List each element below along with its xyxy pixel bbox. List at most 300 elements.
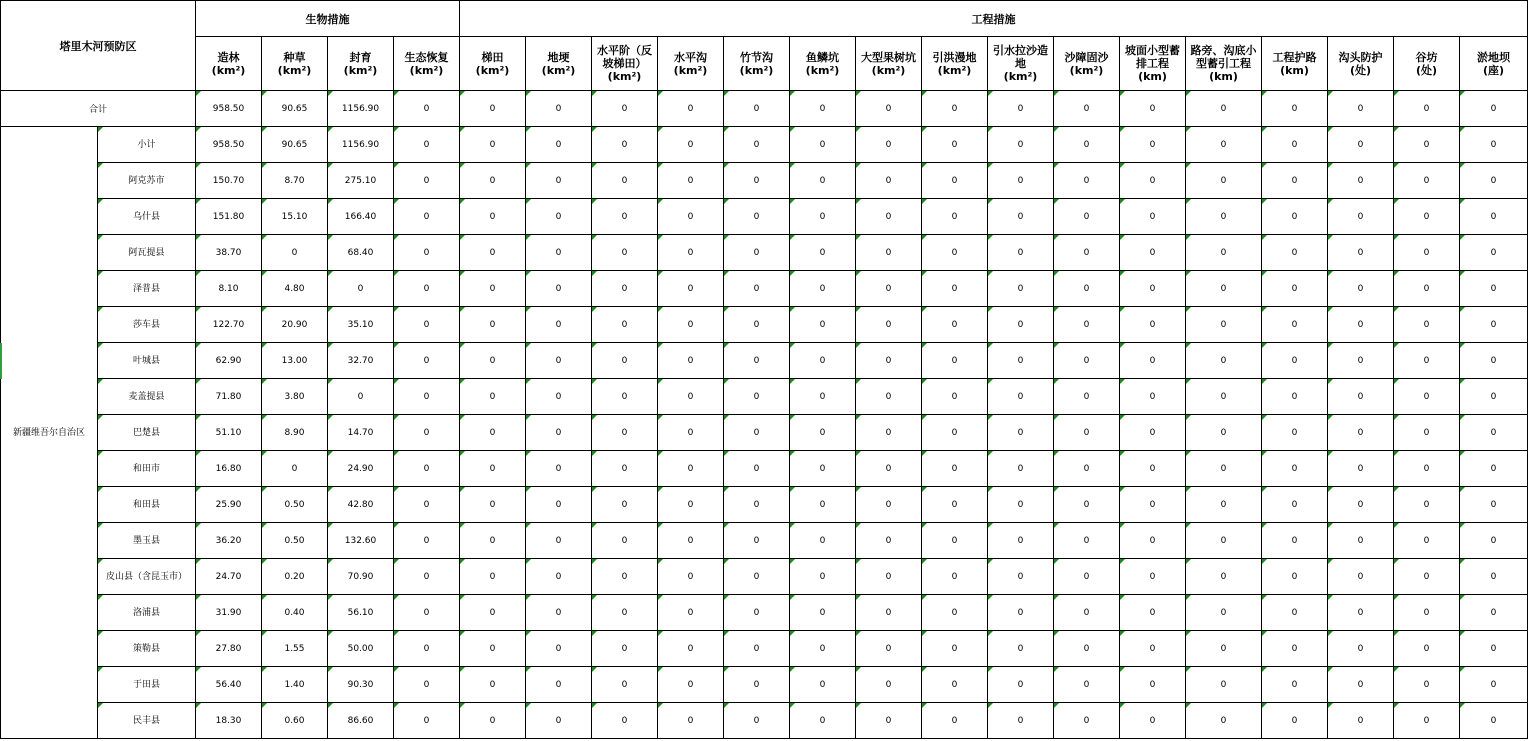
table-cell[interactable]: 0 (460, 307, 526, 343)
table-cell[interactable]: 0 (922, 271, 988, 307)
table-cell[interactable]: 0 (1460, 91, 1528, 127)
table-cell[interactable]: 0 (1120, 127, 1186, 163)
row-label[interactable]: 和田县 (98, 487, 196, 523)
table-cell[interactable]: 0 (988, 667, 1054, 703)
table-cell[interactable]: 0 (526, 199, 592, 235)
table-cell[interactable]: 0 (526, 667, 592, 703)
table-cell[interactable]: 27.80 (196, 631, 262, 667)
table-cell[interactable]: 0 (1054, 127, 1120, 163)
table-cell[interactable]: 0 (526, 559, 592, 595)
table-cell[interactable]: 0 (1262, 343, 1328, 379)
table-cell[interactable]: 0 (1262, 307, 1328, 343)
table-cell[interactable]: 3.80 (262, 379, 328, 415)
table-cell[interactable]: 0 (1460, 667, 1528, 703)
table-cell[interactable]: 0 (1460, 307, 1528, 343)
row-label[interactable]: 泽普县 (98, 271, 196, 307)
table-cell[interactable]: 0 (922, 667, 988, 703)
table-cell[interactable]: 0 (724, 235, 790, 271)
table-cell[interactable]: 0 (1054, 307, 1120, 343)
table-cell[interactable]: 0 (1120, 487, 1186, 523)
table-cell[interactable]: 0 (658, 631, 724, 667)
table-cell[interactable]: 0 (1394, 559, 1460, 595)
table-cell[interactable]: 0 (592, 595, 658, 631)
table-cell[interactable]: 0 (658, 667, 724, 703)
table-cell[interactable]: 0 (988, 631, 1054, 667)
table-cell[interactable]: 0 (1328, 379, 1394, 415)
table-cell[interactable]: 0 (262, 235, 328, 271)
table-cell[interactable]: 0 (1120, 271, 1186, 307)
table-cell[interactable]: 0 (592, 667, 658, 703)
table-cell[interactable]: 0 (1460, 127, 1528, 163)
table-cell[interactable]: 0 (460, 595, 526, 631)
column-header[interactable] (988, 37, 1054, 91)
table-cell[interactable]: 0 (394, 163, 460, 199)
table-cell[interactable]: 0 (394, 307, 460, 343)
column-header[interactable] (526, 37, 592, 91)
table-cell[interactable]: 0 (1262, 271, 1328, 307)
table-cell[interactable]: 0 (1460, 235, 1528, 271)
table-cell[interactable]: 0 (1328, 91, 1394, 127)
column-header[interactable] (658, 37, 724, 91)
table-cell[interactable]: 0 (1394, 163, 1460, 199)
table-cell[interactable]: 0 (658, 703, 724, 739)
table-cell[interactable]: 1.55 (262, 631, 328, 667)
table-cell[interactable]: 0 (658, 199, 724, 235)
table-cell[interactable]: 0 (658, 235, 724, 271)
table-cell[interactable]: 0 (856, 595, 922, 631)
row-label[interactable]: 于田县 (98, 667, 196, 703)
table-cell[interactable]: 0 (460, 559, 526, 595)
table-cell[interactable]: 51.10 (196, 415, 262, 451)
table-cell[interactable]: 0 (1054, 199, 1120, 235)
table-cell[interactable]: 150.70 (196, 163, 262, 199)
table-cell[interactable]: 0 (988, 559, 1054, 595)
table-cell[interactable]: 0 (460, 487, 526, 523)
table-cell[interactable]: 35.10 (328, 307, 394, 343)
column-header[interactable] (856, 37, 922, 91)
table-cell[interactable]: 0 (1186, 595, 1262, 631)
table-cell[interactable]: 0 (922, 415, 988, 451)
table-cell[interactable]: 0 (790, 523, 856, 559)
table-cell[interactable]: 0 (790, 307, 856, 343)
row-label[interactable]: 洛浦县 (98, 595, 196, 631)
column-header[interactable] (790, 37, 856, 91)
table-cell[interactable]: 0 (1394, 703, 1460, 739)
table-cell[interactable]: 0 (1186, 271, 1262, 307)
table-cell[interactable]: 0 (1262, 199, 1328, 235)
table-cell[interactable]: 0.20 (262, 559, 328, 595)
table-cell[interactable]: 0 (592, 451, 658, 487)
row-label[interactable]: 叶城县 (98, 343, 196, 379)
table-cell[interactable]: 0 (1054, 667, 1120, 703)
table-cell[interactable]: 0 (460, 667, 526, 703)
table-cell[interactable]: 0 (724, 667, 790, 703)
table-cell[interactable]: 0 (262, 451, 328, 487)
table-cell[interactable]: 0 (790, 487, 856, 523)
table-cell[interactable]: 0 (1120, 631, 1186, 667)
table-cell[interactable]: 0 (1120, 595, 1186, 631)
table-cell[interactable]: 0 (1054, 703, 1120, 739)
table-cell[interactable]: 0 (1186, 703, 1262, 739)
table-cell[interactable]: 0 (988, 235, 1054, 271)
table-cell[interactable]: 4.80 (262, 271, 328, 307)
table-cell[interactable]: 0 (394, 343, 460, 379)
table-cell[interactable]: 0 (790, 559, 856, 595)
table-cell[interactable]: 0 (790, 667, 856, 703)
table-cell[interactable]: 14.70 (328, 415, 394, 451)
table-cell[interactable]: 0 (790, 703, 856, 739)
table-cell[interactable]: 0 (592, 343, 658, 379)
table-cell[interactable]: 0 (1262, 451, 1328, 487)
table-cell[interactable]: 0 (1120, 703, 1186, 739)
table-cell[interactable]: 50.00 (328, 631, 394, 667)
table-cell[interactable]: 0 (1054, 163, 1120, 199)
table-cell[interactable]: 13.00 (262, 343, 328, 379)
table-cell[interactable]: 0 (526, 631, 592, 667)
table-cell[interactable]: 275.10 (328, 163, 394, 199)
table-cell[interactable]: 68.40 (328, 235, 394, 271)
table-cell[interactable]: 0 (790, 379, 856, 415)
table-cell[interactable]: 0 (856, 559, 922, 595)
table-cell[interactable]: 0 (592, 199, 658, 235)
table-cell[interactable]: 71.80 (196, 379, 262, 415)
table-cell[interactable]: 0 (1262, 163, 1328, 199)
table-cell[interactable]: 0 (394, 451, 460, 487)
table-cell[interactable]: 0 (1120, 667, 1186, 703)
table-cell[interactable]: 0 (856, 667, 922, 703)
table-cell[interactable]: 0 (394, 703, 460, 739)
table-cell[interactable]: 0 (592, 379, 658, 415)
table-cell[interactable]: 18.30 (196, 703, 262, 739)
table-cell[interactable]: 0 (1328, 451, 1394, 487)
table-cell[interactable]: 0 (724, 559, 790, 595)
table-cell[interactable]: 0 (988, 523, 1054, 559)
table-cell[interactable]: 0 (1394, 595, 1460, 631)
table-cell[interactable]: 0 (922, 559, 988, 595)
table-cell[interactable]: 0 (1186, 163, 1262, 199)
table-cell[interactable]: 0 (1460, 487, 1528, 523)
table-cell[interactable]: 0 (592, 235, 658, 271)
table-cell[interactable]: 15.10 (262, 199, 328, 235)
table-cell[interactable]: 0 (922, 199, 988, 235)
table-cell[interactable]: 0 (1262, 559, 1328, 595)
table-cell[interactable]: 0 (1328, 415, 1394, 451)
table-cell[interactable]: 0 (658, 163, 724, 199)
table-cell[interactable]: 0 (1054, 451, 1120, 487)
table-cell[interactable]: 0 (856, 631, 922, 667)
table-cell[interactable]: 0 (856, 415, 922, 451)
column-header[interactable] (1054, 37, 1120, 91)
table-cell[interactable]: 0 (658, 595, 724, 631)
row-label[interactable]: 皮山县（含昆玉市） (98, 559, 196, 595)
table-cell[interactable]: 0 (658, 307, 724, 343)
column-header[interactable] (724, 37, 790, 91)
group-header-bio[interactable]: 生物措施 (196, 1, 460, 37)
table-cell[interactable]: 42.80 (328, 487, 394, 523)
table-cell[interactable]: 0 (394, 127, 460, 163)
table-cell[interactable]: 0 (856, 199, 922, 235)
table-cell[interactable]: 0 (394, 199, 460, 235)
table-cell[interactable]: 0 (724, 307, 790, 343)
table-cell[interactable]: 0 (1460, 199, 1528, 235)
table-cell[interactable]: 0 (1460, 595, 1528, 631)
table-cell[interactable]: 0 (790, 163, 856, 199)
table-cell[interactable]: 0 (658, 523, 724, 559)
table-cell[interactable]: 56.10 (328, 595, 394, 631)
table-cell[interactable]: 0 (1394, 271, 1460, 307)
table-cell[interactable]: 0 (1054, 523, 1120, 559)
table-cell[interactable]: 0 (1120, 343, 1186, 379)
table-cell[interactable]: 0 (394, 523, 460, 559)
group-header-eng[interactable]: 工程措施 (460, 1, 1528, 37)
column-header[interactable] (1328, 37, 1394, 91)
table-cell[interactable]: 0 (988, 271, 1054, 307)
table-cell[interactable]: 20.90 (262, 307, 328, 343)
table-cell[interactable]: 0 (724, 163, 790, 199)
column-header[interactable] (1120, 37, 1186, 91)
table-cell[interactable]: 0 (592, 703, 658, 739)
column-header[interactable] (1262, 37, 1328, 91)
table-cell[interactable]: 0 (1328, 595, 1394, 631)
table-cell[interactable]: 0 (592, 523, 658, 559)
table-cell[interactable]: 0 (526, 91, 592, 127)
table-cell[interactable]: 0 (1120, 199, 1186, 235)
table-cell[interactable]: 56.40 (196, 667, 262, 703)
table-cell[interactable]: 90.30 (328, 667, 394, 703)
table-cell[interactable]: 0 (856, 523, 922, 559)
table-cell[interactable]: 0 (1186, 487, 1262, 523)
table-cell[interactable]: 0 (790, 127, 856, 163)
table-cell[interactable]: 0 (394, 667, 460, 703)
table-cell[interactable]: 0 (790, 235, 856, 271)
table-cell[interactable]: 0 (1262, 127, 1328, 163)
table-cell[interactable]: 0 (1186, 631, 1262, 667)
column-header[interactable] (328, 37, 394, 91)
table-cell[interactable]: 0 (790, 199, 856, 235)
table-cell[interactable]: 0 (724, 91, 790, 127)
table-cell[interactable]: 0 (394, 91, 460, 127)
table-cell[interactable]: 0 (1054, 379, 1120, 415)
table-cell[interactable]: 31.90 (196, 595, 262, 631)
table-cell[interactable]: 0 (592, 91, 658, 127)
table-cell[interactable]: 8.90 (262, 415, 328, 451)
table-cell[interactable]: 0 (460, 163, 526, 199)
table-cell[interactable]: 0 (526, 271, 592, 307)
table-cell[interactable]: 0 (1186, 343, 1262, 379)
table-cell[interactable]: 122.70 (196, 307, 262, 343)
table-cell[interactable]: 0 (856, 307, 922, 343)
table-cell[interactable]: 0 (1054, 415, 1120, 451)
table-cell[interactable]: 0 (460, 343, 526, 379)
table-cell[interactable]: 36.20 (196, 523, 262, 559)
table-cell[interactable]: 0 (856, 487, 922, 523)
table-cell[interactable]: 0 (394, 271, 460, 307)
table-cell[interactable]: 0 (1262, 415, 1328, 451)
table-cell[interactable]: 0 (1394, 235, 1460, 271)
table-cell[interactable]: 0 (1054, 271, 1120, 307)
row-label[interactable]: 巴楚县 (98, 415, 196, 451)
table-cell[interactable]: 0 (1460, 703, 1528, 739)
column-header[interactable] (196, 37, 262, 91)
column-header[interactable] (922, 37, 988, 91)
table-cell[interactable]: 0 (394, 379, 460, 415)
table-cell[interactable]: 0 (988, 451, 1054, 487)
table-cell[interactable]: 0 (1054, 595, 1120, 631)
table-cell[interactable]: 0 (922, 307, 988, 343)
table-cell[interactable]: 0.50 (262, 523, 328, 559)
table-cell[interactable]: 0 (592, 271, 658, 307)
table-cell[interactable]: 0 (1186, 523, 1262, 559)
table-cell[interactable]: 0 (1460, 631, 1528, 667)
table-cell[interactable]: 0 (790, 595, 856, 631)
table-cell[interactable]: 0 (1120, 307, 1186, 343)
column-header[interactable] (1460, 37, 1528, 91)
table-cell[interactable]: 0 (658, 379, 724, 415)
table-cell[interactable]: 70.90 (328, 559, 394, 595)
table-cell[interactable]: 38.70 (196, 235, 262, 271)
table-cell[interactable]: 0 (1394, 199, 1460, 235)
table-cell[interactable]: 0 (1120, 379, 1186, 415)
table-cell[interactable]: 0 (1394, 307, 1460, 343)
table-cell[interactable]: 0 (1328, 235, 1394, 271)
table-cell[interactable]: 0 (1262, 235, 1328, 271)
table-cell[interactable]: 0 (1186, 127, 1262, 163)
table-cell[interactable]: 1156.90 (328, 91, 394, 127)
table-cell[interactable]: 0 (790, 415, 856, 451)
table-cell[interactable]: 25.90 (196, 487, 262, 523)
table-cell[interactable]: 0 (460, 379, 526, 415)
table-cell[interactable]: 0 (658, 91, 724, 127)
table-cell[interactable]: 0 (658, 415, 724, 451)
table-cell[interactable]: 0 (1328, 559, 1394, 595)
table-cell[interactable]: 0 (856, 703, 922, 739)
table-cell[interactable]: 0 (922, 379, 988, 415)
table-cell[interactable]: 0 (988, 343, 1054, 379)
table-cell[interactable]: 0 (1394, 487, 1460, 523)
table-cell[interactable]: 0 (1054, 487, 1120, 523)
table-cell[interactable]: 0 (526, 307, 592, 343)
table-cell[interactable]: 0 (394, 235, 460, 271)
table-cell[interactable]: 0 (922, 487, 988, 523)
table-cell[interactable]: 0 (988, 199, 1054, 235)
table-cell[interactable]: 0 (460, 703, 526, 739)
row-label[interactable]: 民丰县 (98, 703, 196, 739)
table-cell[interactable]: 0 (1262, 595, 1328, 631)
table-cell[interactable]: 0 (1186, 559, 1262, 595)
table-cell[interactable]: 0 (856, 343, 922, 379)
table-cell[interactable]: 0 (922, 451, 988, 487)
table-cell[interactable]: 0 (526, 595, 592, 631)
table-cell[interactable]: 0 (988, 595, 1054, 631)
table-cell[interactable]: 958.50 (196, 127, 262, 163)
table-cell[interactable]: 0 (460, 631, 526, 667)
table-cell[interactable]: 0 (658, 127, 724, 163)
table-cell[interactable]: 0 (658, 271, 724, 307)
table-cell[interactable]: 0 (1328, 631, 1394, 667)
table-cell[interactable]: 0 (1186, 199, 1262, 235)
table-cell[interactable]: 0 (1328, 199, 1394, 235)
table-cell[interactable]: 0 (1262, 631, 1328, 667)
table-cell[interactable]: 0 (988, 487, 1054, 523)
table-cell[interactable]: 0 (592, 163, 658, 199)
table-cell[interactable]: 0 (724, 199, 790, 235)
table-cell[interactable]: 0 (526, 415, 592, 451)
table-cell[interactable]: 0 (1186, 451, 1262, 487)
table-cell[interactable]: 0 (460, 451, 526, 487)
table-cell[interactable]: 0 (526, 487, 592, 523)
table-cell[interactable]: 8.10 (196, 271, 262, 307)
table-cell[interactable]: 0 (328, 271, 394, 307)
table-cell[interactable]: 24.70 (196, 559, 262, 595)
table-cell[interactable]: 0 (922, 631, 988, 667)
table-cell[interactable]: 0 (988, 703, 1054, 739)
table-cell[interactable]: 0 (856, 235, 922, 271)
table-cell[interactable]: 0 (526, 235, 592, 271)
table-cell[interactable]: 0 (922, 703, 988, 739)
table-cell[interactable]: 0 (592, 307, 658, 343)
table-cell[interactable]: 0 (922, 127, 988, 163)
table-cell[interactable]: 0 (1054, 559, 1120, 595)
table-cell[interactable]: 0 (1186, 667, 1262, 703)
province-label[interactable]: 新疆维吾尔自治区 (1, 127, 98, 739)
table-cell[interactable]: 0.40 (262, 595, 328, 631)
table-cell[interactable]: 0 (1328, 163, 1394, 199)
table-cell[interactable]: 24.90 (328, 451, 394, 487)
table-cell[interactable]: 0 (1054, 235, 1120, 271)
table-cell[interactable]: 0 (724, 703, 790, 739)
table-cell[interactable]: 0 (922, 523, 988, 559)
table-cell[interactable]: 0 (1186, 91, 1262, 127)
table-cell[interactable]: 0 (856, 271, 922, 307)
table-cell[interactable]: 0 (922, 343, 988, 379)
row-label[interactable]: 策勒县 (98, 631, 196, 667)
table-cell[interactable]: 0 (1054, 343, 1120, 379)
table-cell[interactable]: 0 (1394, 523, 1460, 559)
table-cell[interactable]: 0 (1394, 451, 1460, 487)
table-cell[interactable]: 0 (460, 127, 526, 163)
column-header[interactable] (1394, 37, 1460, 91)
table-cell[interactable]: 0 (1394, 667, 1460, 703)
table-cell[interactable]: 0 (460, 415, 526, 451)
table-cell[interactable]: 0 (1186, 415, 1262, 451)
table-cell[interactable]: 0 (1262, 487, 1328, 523)
table-cell[interactable]: 0 (526, 343, 592, 379)
table-cell[interactable]: 8.70 (262, 163, 328, 199)
table-cell[interactable]: 0 (1394, 343, 1460, 379)
table-cell[interactable]: 0 (790, 343, 856, 379)
table-cell[interactable]: 0 (1186, 307, 1262, 343)
table-cell[interactable]: 16.80 (196, 451, 262, 487)
row-label-total[interactable]: 合计 (1, 91, 196, 127)
table-cell[interactable]: 0 (1262, 379, 1328, 415)
row-label[interactable]: 麦盖提县 (98, 379, 196, 415)
table-cell[interactable]: 0 (460, 91, 526, 127)
table-cell[interactable]: 0 (724, 631, 790, 667)
table-cell[interactable]: 0 (526, 163, 592, 199)
table-cell[interactable]: 0 (1328, 703, 1394, 739)
table-cell[interactable]: 0 (460, 235, 526, 271)
row-label[interactable]: 乌什县 (98, 199, 196, 235)
table-cell[interactable]: 0 (526, 127, 592, 163)
table-cell[interactable]: 0 (1460, 451, 1528, 487)
table-cell[interactable]: 0 (724, 343, 790, 379)
table-cell[interactable]: 0 (1328, 487, 1394, 523)
table-cell[interactable]: 0 (922, 235, 988, 271)
table-cell[interactable]: 151.80 (196, 199, 262, 235)
table-cell[interactable]: 958.50 (196, 91, 262, 127)
table-cell[interactable]: 0 (988, 415, 1054, 451)
table-cell[interactable]: 0 (592, 127, 658, 163)
